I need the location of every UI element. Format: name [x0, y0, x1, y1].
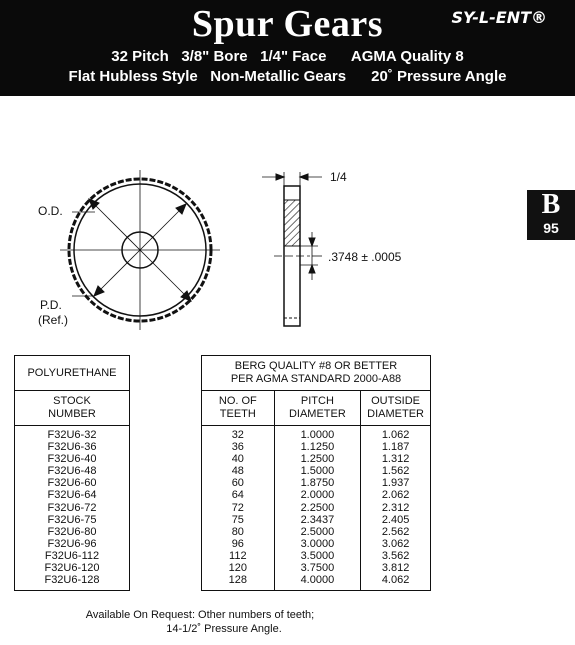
- table-cell: 2.062: [381, 489, 410, 502]
- table-cell: 1.062: [381, 429, 410, 441]
- stock-number-table: [14, 355, 130, 591]
- gear-drawing: [0, 110, 520, 350]
- table-cell: 1.562: [381, 465, 410, 478]
- bore-tolerance: ± .0005: [361, 250, 402, 264]
- spec-line-2: Flat Hubless Style Non-Metallic Gears 20˚ Pressure Angle: [68, 68, 507, 85]
- list-item: F32U6-48: [47, 465, 97, 478]
- table-cell: 32: [231, 429, 244, 441]
- list-item: F32U6-32: [47, 429, 97, 441]
- table-cell: 3.7500: [300, 562, 335, 575]
- list-item: F32U6-75: [47, 513, 97, 526]
- table-cell: 1.2500: [300, 453, 335, 466]
- page-header: [0, 0, 575, 96]
- stock-number-column: [15, 426, 130, 591]
- brand-logo: SY-L-ENT®: [451, 8, 547, 27]
- page-title: Spur Gears: [191, 3, 384, 45]
- table-cell: 1.1250: [300, 441, 335, 454]
- bore-value: .3748: [328, 250, 359, 264]
- footnote-line-2: 14-1/2˚ Pressure Angle.: [166, 623, 282, 635]
- table-cell: 1.187: [381, 441, 410, 454]
- table-cell: 128: [228, 574, 247, 587]
- spec-title-line-2: PER AGMA STANDARD 2000-A88: [230, 373, 402, 385]
- footnote: [0, 608, 400, 636]
- table-cell: 1.0000: [300, 429, 335, 441]
- table-cell: 2.3437: [300, 513, 335, 526]
- section-tab: [527, 190, 575, 240]
- outside-diameter-column: [361, 426, 431, 591]
- pitch-diameter-column: [274, 426, 361, 591]
- gear-spec-table: [201, 355, 431, 591]
- table-cell: 64: [231, 489, 244, 502]
- table-cell: 1.312: [381, 453, 410, 466]
- od-label: O.D.: [38, 204, 63, 218]
- table-cell: 2.2500: [300, 501, 335, 514]
- list-item: F32U6-60: [47, 477, 97, 490]
- table-cell: 112: [229, 549, 247, 562]
- teeth-column: [202, 426, 275, 591]
- table-cell: 2.562: [381, 525, 410, 538]
- list-item: F32U6-112: [44, 549, 100, 562]
- table-cell: 3.562: [381, 549, 410, 562]
- pitch-diameter-column-header: PITCH DIAMETER: [274, 391, 361, 426]
- page-number: 95: [543, 220, 559, 236]
- stock-number-header: STOCK NUMBER: [15, 391, 130, 426]
- face-width-dimension: 1/4: [330, 170, 347, 184]
- pd-label: P.D.: [40, 298, 62, 312]
- section-letter: B: [541, 189, 561, 220]
- spec-line-1: 32 Pitch 3/8" Bore 1/4" Face AGMA Quality 8: [111, 48, 464, 65]
- pd-ref-label: (Ref.): [38, 313, 68, 327]
- table-cell: 1.8750: [300, 477, 335, 490]
- bore-dimension: [328, 250, 401, 264]
- hatched-section: [284, 200, 300, 246]
- table-cell: 1.5000: [300, 465, 335, 478]
- table-cell: 48: [231, 465, 244, 478]
- table-cell: 80: [231, 525, 244, 538]
- table-cell: 4.062: [381, 574, 410, 587]
- table-cell: 3.5000: [300, 549, 335, 562]
- list-item: F32U6-120: [44, 562, 100, 575]
- outside-diameter-column-header: OUTSIDE DIAMETER: [361, 391, 431, 426]
- footnote-line-1: Available On Request: Other numbers of teeth;: [85, 609, 315, 621]
- table-cell: 2.0000: [300, 489, 335, 502]
- table-cell: 2.312: [381, 501, 410, 514]
- table-cell: 36: [231, 441, 244, 454]
- material-header: POLYURETHANE: [15, 356, 130, 391]
- table-cell: 3.0000: [300, 537, 335, 550]
- table-cell: 72: [231, 501, 244, 514]
- table-cell: 3.812: [381, 562, 410, 575]
- table-cell: 96: [231, 537, 244, 550]
- list-item: F32U6-128: [44, 574, 100, 587]
- table-cell: 2.405: [381, 513, 410, 526]
- table-cell: 75: [231, 513, 244, 526]
- list-item: F32U6-96: [47, 537, 97, 550]
- table-cell: 40: [231, 453, 244, 466]
- list-item: F32U6-72: [47, 501, 97, 514]
- list-item: F32U6-64: [47, 489, 97, 502]
- list-item: F32U6-80: [47, 525, 97, 538]
- table-cell: 1.937: [381, 477, 410, 490]
- teeth-column-header: NO. OF TEETH: [202, 391, 275, 426]
- table-cell: 4.0000: [300, 574, 335, 587]
- table-cell: 3.062: [381, 537, 410, 550]
- spec-table-title: [202, 356, 431, 391]
- spec-title-line-1: BERG QUALITY #8 OR BETTER: [234, 360, 398, 372]
- list-item: F32U6-40: [47, 453, 97, 466]
- table-cell: 120: [228, 562, 247, 575]
- table-cell: 2.5000: [300, 525, 335, 538]
- list-item: F32U6-36: [47, 441, 97, 454]
- table-cell: 60: [231, 477, 244, 490]
- gear-side-view: [262, 172, 322, 326]
- gear-front-view: [60, 170, 220, 330]
